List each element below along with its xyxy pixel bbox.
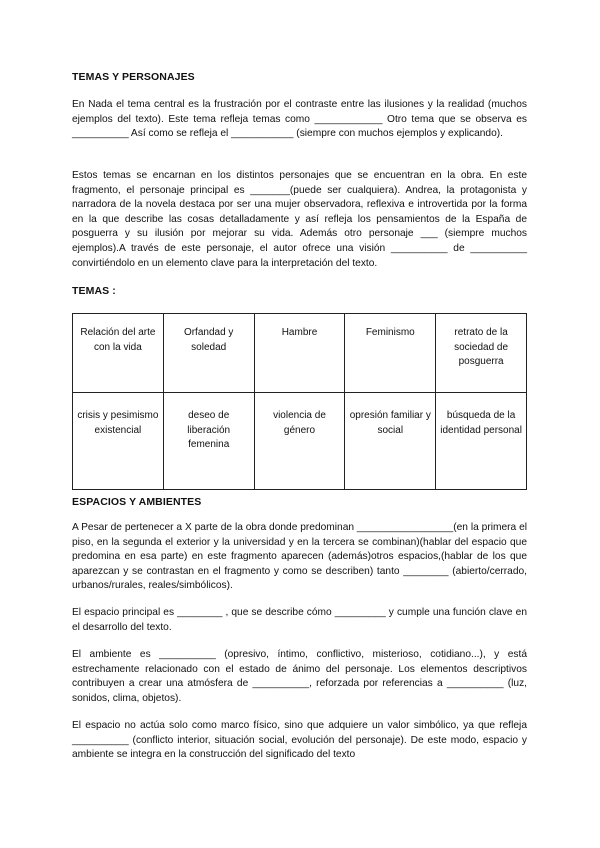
paragraph-personajes: Estos temas se encarnan en los distintos personajes que se encuentran en la obra. En este fragmento, el personaje principal es _______(puede ser cualquiera). Andrea, la protagonista y narradora de la novela destaca por ser una mujer observadora, reflexiva e introvertida por la forma en la que describe las cosas detalladamente y así refleja los pensamientos de la España de posguerra y su ilusión por mejorar su vida. Además otro personaje ___ (siempre muchos ejemplos).A través de este personaje, el autor ofrece una visión __________ de __________ convirtiéndolo en un elemento clave para la interpretación del texto. [72, 170, 527, 269]
heading-temas-y-personajes: TEMAS Y PERSONAJES [72, 71, 195, 83]
table-cell: retrato de la sociedad de posguerra [436, 314, 527, 393]
table-cell: Orfandad y soledad [163, 314, 254, 393]
table-cell: Relación del arte con la vida [73, 314, 164, 393]
paragraph-ambiente: El ambiente es __________ (opresivo, íntimo, conflictivo, misterioso, cotidiano...), y está estrechamente relacionado con el estado de ánimo del personaje. Los elementos descriptivos contribuyen a crear una atmósfera de __________, reforzada por referencias a __________ (luz, sonidos, clima, objetos). [72, 649, 527, 704]
temas-table [72, 313, 527, 490]
table-cell: crisis y pesimismo existencial [73, 393, 164, 490]
paragraph-tema-central: En Nada el tema central es la frustración por el contraste entre las ilusiones y la realidad (muchos ejemplos del texto). Este tema refleja temas como ____________ Otro tema que se observa es __________ Así como se refleja el ___________ (siempre con muchos ejemplos y explicando). [72, 99, 527, 140]
paragraph-espacios-obra: A Pesar de pertenecer a X parte de la obra donde predominan _________________(en la primera el piso, en la segunda el exterior y la universidad y en la tercera se combinan)(hablar del espacio que predomina en esa parte) en este fragmento aparecen (además)otros espacios,(hablar de los que aparezcan y se contrastan en el fragmento y como se describen) tanto ________ (abierto/cerrado, urbanos/rurales, reales/simbólicos). [72, 522, 527, 592]
table-cell: violencia de género [254, 393, 345, 490]
table-row [73, 314, 527, 393]
paragraph-espacio-principal: El espacio principal es ________ , que se describe cómo _________ y cumple una función clave en el desarrollo del texto. [72, 607, 527, 633]
table-cell: Feminismo [345, 314, 436, 393]
paragraph-valor-simbolico: El espacio no actúa solo como marco físico, sino que adquiere un valor simbólico, ya que refleja __________ (conflicto interior, situación social, evolución del personaje). De este modo, espacio y ambiente se integra en la construcción del significado del texto [72, 720, 527, 761]
table-cell: opresión familiar y social [345, 393, 436, 490]
table-cell: deseo de liberación femenina [163, 393, 254, 490]
table-cell: búsqueda de la identidad personal [436, 393, 527, 490]
heading-temas: TEMAS : [72, 285, 116, 297]
table-row [73, 393, 527, 490]
table-cell: Hambre [254, 314, 345, 393]
heading-espacios-y-ambientes: ESPACIOS Y AMBIENTES [72, 496, 202, 508]
